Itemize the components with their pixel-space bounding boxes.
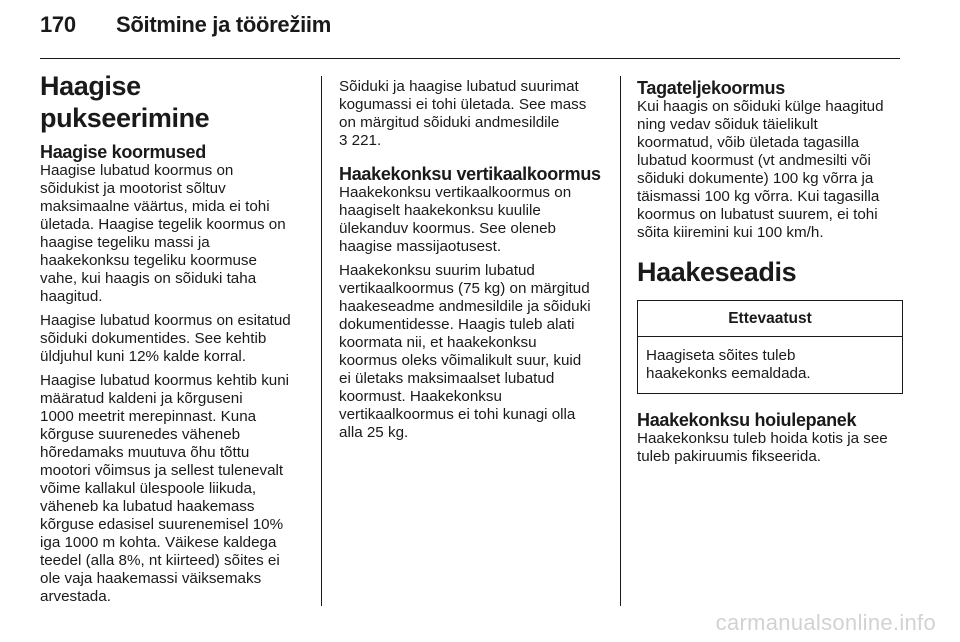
- section-title-towing-equipment: Haakeseadis: [637, 257, 797, 287]
- subsection-title-storage: Haakekonksu hoiulepanek: [637, 410, 857, 430]
- paragraph: Haakekonksu suurim lubatud vertikaalkoormus (75 kg) on märgitud haakeseadme andmesildile ja sõiduki dokumentidesse. Haagis tuleb alati koormata nii, et haakekonksu koormus oleks võimalikult suur, kuid ei ületaks maksimaalset lubatud koormust. Haakekonksu vertikaalkoormus ei tohi kunagi olla alla 25 kg.: [339, 262, 591, 441]
- chapter-title: Sõitmine ja töörežiim: [116, 12, 331, 37]
- column-divider-2: [620, 76, 621, 606]
- subsection-title-trailer-loads: Haagise koormused: [40, 142, 206, 162]
- subsection-title-rear-axle-load: Tagateljekoormus: [637, 78, 785, 98]
- paragraph: Kui haagis on sõiduki külge haagitud ning vedav sõiduk täielikult koormatud, võib ületada tagasilla lubatud koormust (vt andmesilti või sõiduki dokumente) 100 kg võrra ja täismassi 100 kg võrra. Kui tagasilla koormus on lubatust suurem, ei tohi sõita kiiremini kui 100 km/h.: [637, 98, 884, 241]
- page-number: 170: [40, 12, 76, 37]
- column-3: [637, 78, 903, 472]
- paragraph: Haakekonksu tuleb hoida kotis ja see tuleb pakiruumis fikseerida.: [637, 430, 888, 465]
- header-rule: [40, 58, 900, 59]
- section-title-towing: Haagise pukseerimine: [40, 71, 210, 133]
- subsection-title-vertical-load: Haakekonksu vertikaalkoormus: [339, 164, 601, 184]
- paragraph: Sõiduki ja haagise lubatud suurimat kogumassi ei tohi ületada. See mass on märgitud sõiduki andmesildile 3 221.: [339, 78, 587, 149]
- watermark: carmanualsonline.info: [715, 610, 936, 635]
- paragraph: Haakekonksu vertikaalkoormus on haagiselt haakekonksu kuulile ülekanduv koormus. See oleneb haagise massijaotusest.: [339, 184, 572, 255]
- paragraph: Haagise lubatud koormus on esitatud sõiduki dokumentides. See kehtib üldjuhul kuni 12% kalde korral.: [40, 312, 291, 365]
- caution-title: Ettevaatust: [638, 301, 902, 337]
- paragraph: Haagise lubatud koormus kehtib kuni määratud kaldeni ja kõrguseni 1000 meetrit merepinnast. Kuna kõrguse suurenedes väheneb hõredamaks muutuva õhu tõttu mootori võimsus ja sellest tulenevalt võime kallakul ülespoole liikuda, väheneb ka lubatud haakemass kõrguse edasisel suurenemisel 10% iga 1000 m kohta. Väikese kaldega teedel (alla 8%, nt kiirteed) sõites ei ole vaja haakemassi väiksemaks arvestada.: [40, 372, 290, 605]
- page-header: [40, 12, 331, 38]
- caution-box: [637, 300, 903, 394]
- column-2: [339, 78, 607, 448]
- caution-text: Haagiseta sõites tuleb haakekonks eemaldada.: [646, 347, 811, 382]
- column-divider-1: [321, 76, 322, 606]
- column-1: [40, 70, 316, 612]
- paragraph: Haagise lubatud koormus on sõidukist ja mootorist sõltuv maksimaalne väärtus, mida ei tohi ületada. Haagise tegelik koormus on haagise tegeliku massi ja haakekonksu tegeliku koormuse vahe, kui haagis on sõiduki taha haagitud.: [40, 162, 286, 305]
